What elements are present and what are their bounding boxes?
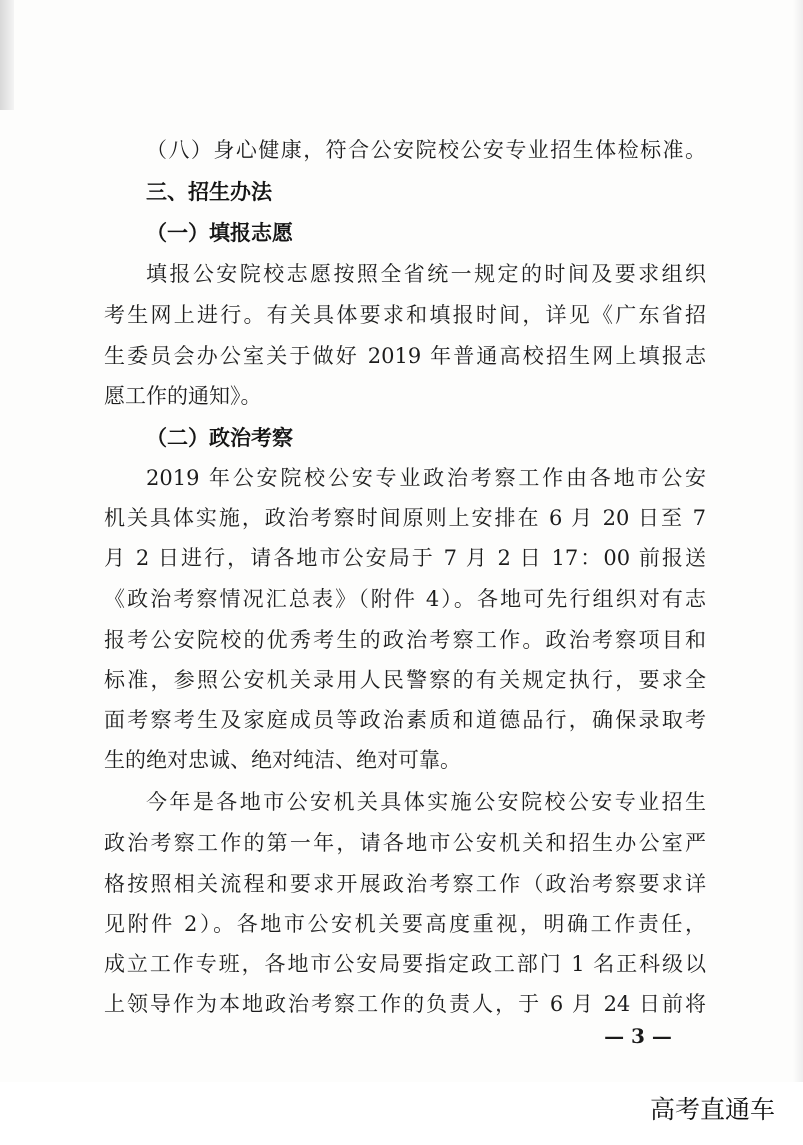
paragraph-1-line-4: 愿工作的通知》。 — [104, 384, 262, 408]
paragraph-3-line-6: 上领导作为本地政治考察工作的负责人，于 6 月 24 日前将 — [104, 992, 706, 1016]
paragraph-2-line-5: 报考公安院校的优秀考生的政治考察工作。政治考察项目和 — [104, 628, 706, 652]
paragraph-3-line-2: 政治考察工作的第一年，请各地市公安机关和招生办公室严 — [104, 831, 706, 855]
paragraph-3-line-3: 格按照相关流程和要求开展政治考察工作（政治考察要求详 — [104, 872, 706, 896]
sub-heading-two: （二）政治考察 — [146, 425, 293, 450]
paragraph-3-line-1: 今年是各地市公安机关具体实施公安院校公安专业招生 — [146, 790, 706, 814]
paragraph-1-line-3: 生委员会办公室关于做好 2019 年普通高校招生网上填报志 — [104, 344, 706, 368]
watermark-text: 高考直通车 — [649, 1095, 775, 1124]
paragraph-2-line-6: 标准，参照公安机关录用人民警察的有关规定执行，要求全 — [104, 668, 706, 692]
paragraph-3-line-5: 成立工作专班，各地市公安局要指定政工部门 1 名正科级以 — [104, 952, 706, 976]
paragraph-2-line-8: 生的绝对忠诚、绝对纯洁、绝对可靠。 — [104, 748, 461, 772]
item-eight-line: （八）身心健康，符合公安院校公安专业招生体检标准。 — [146, 138, 706, 162]
paragraph-2-line-4: 《政治考察情况汇总表》（附件 4）。各地可先行组织对有志 — [104, 587, 706, 611]
scan-edge-shadow-right — [793, 0, 803, 1145]
sub-heading-one: （一）填报志愿 — [146, 220, 293, 245]
section-three-heading: 三、招生办法 — [146, 180, 272, 204]
paragraph-2-line-3: 月 2 日进行，请各地市公安局于 7 月 2 日 17：00 前报送 — [104, 546, 706, 570]
page-number: — 3 — — [604, 1024, 672, 1048]
paragraph-2-line-1: 2019 年公安院校公安专业政治考察工作由各地市公安 — [146, 466, 706, 490]
paragraph-1-line-2: 考生网上进行。有关具体要求和填报时间，详见《广东省招 — [104, 303, 706, 327]
paragraph-2-line-2: 机关具体实施，政治考察时间原则上安排在 6 月 20 日至 7 — [104, 506, 706, 530]
paragraph-1-line-1: 填报公安院校志愿按照全省统一规定的时间及要求组织 — [146, 262, 706, 286]
scan-edge-shadow — [0, 0, 14, 110]
paragraph-3-line-4: 见附件 2）。各地市公安机关要高度重视，明确工作责任， — [104, 912, 706, 936]
paragraph-2-line-7: 面考察考生及家庭成员等政治素质和道德品行，确保录取考 — [104, 708, 706, 732]
